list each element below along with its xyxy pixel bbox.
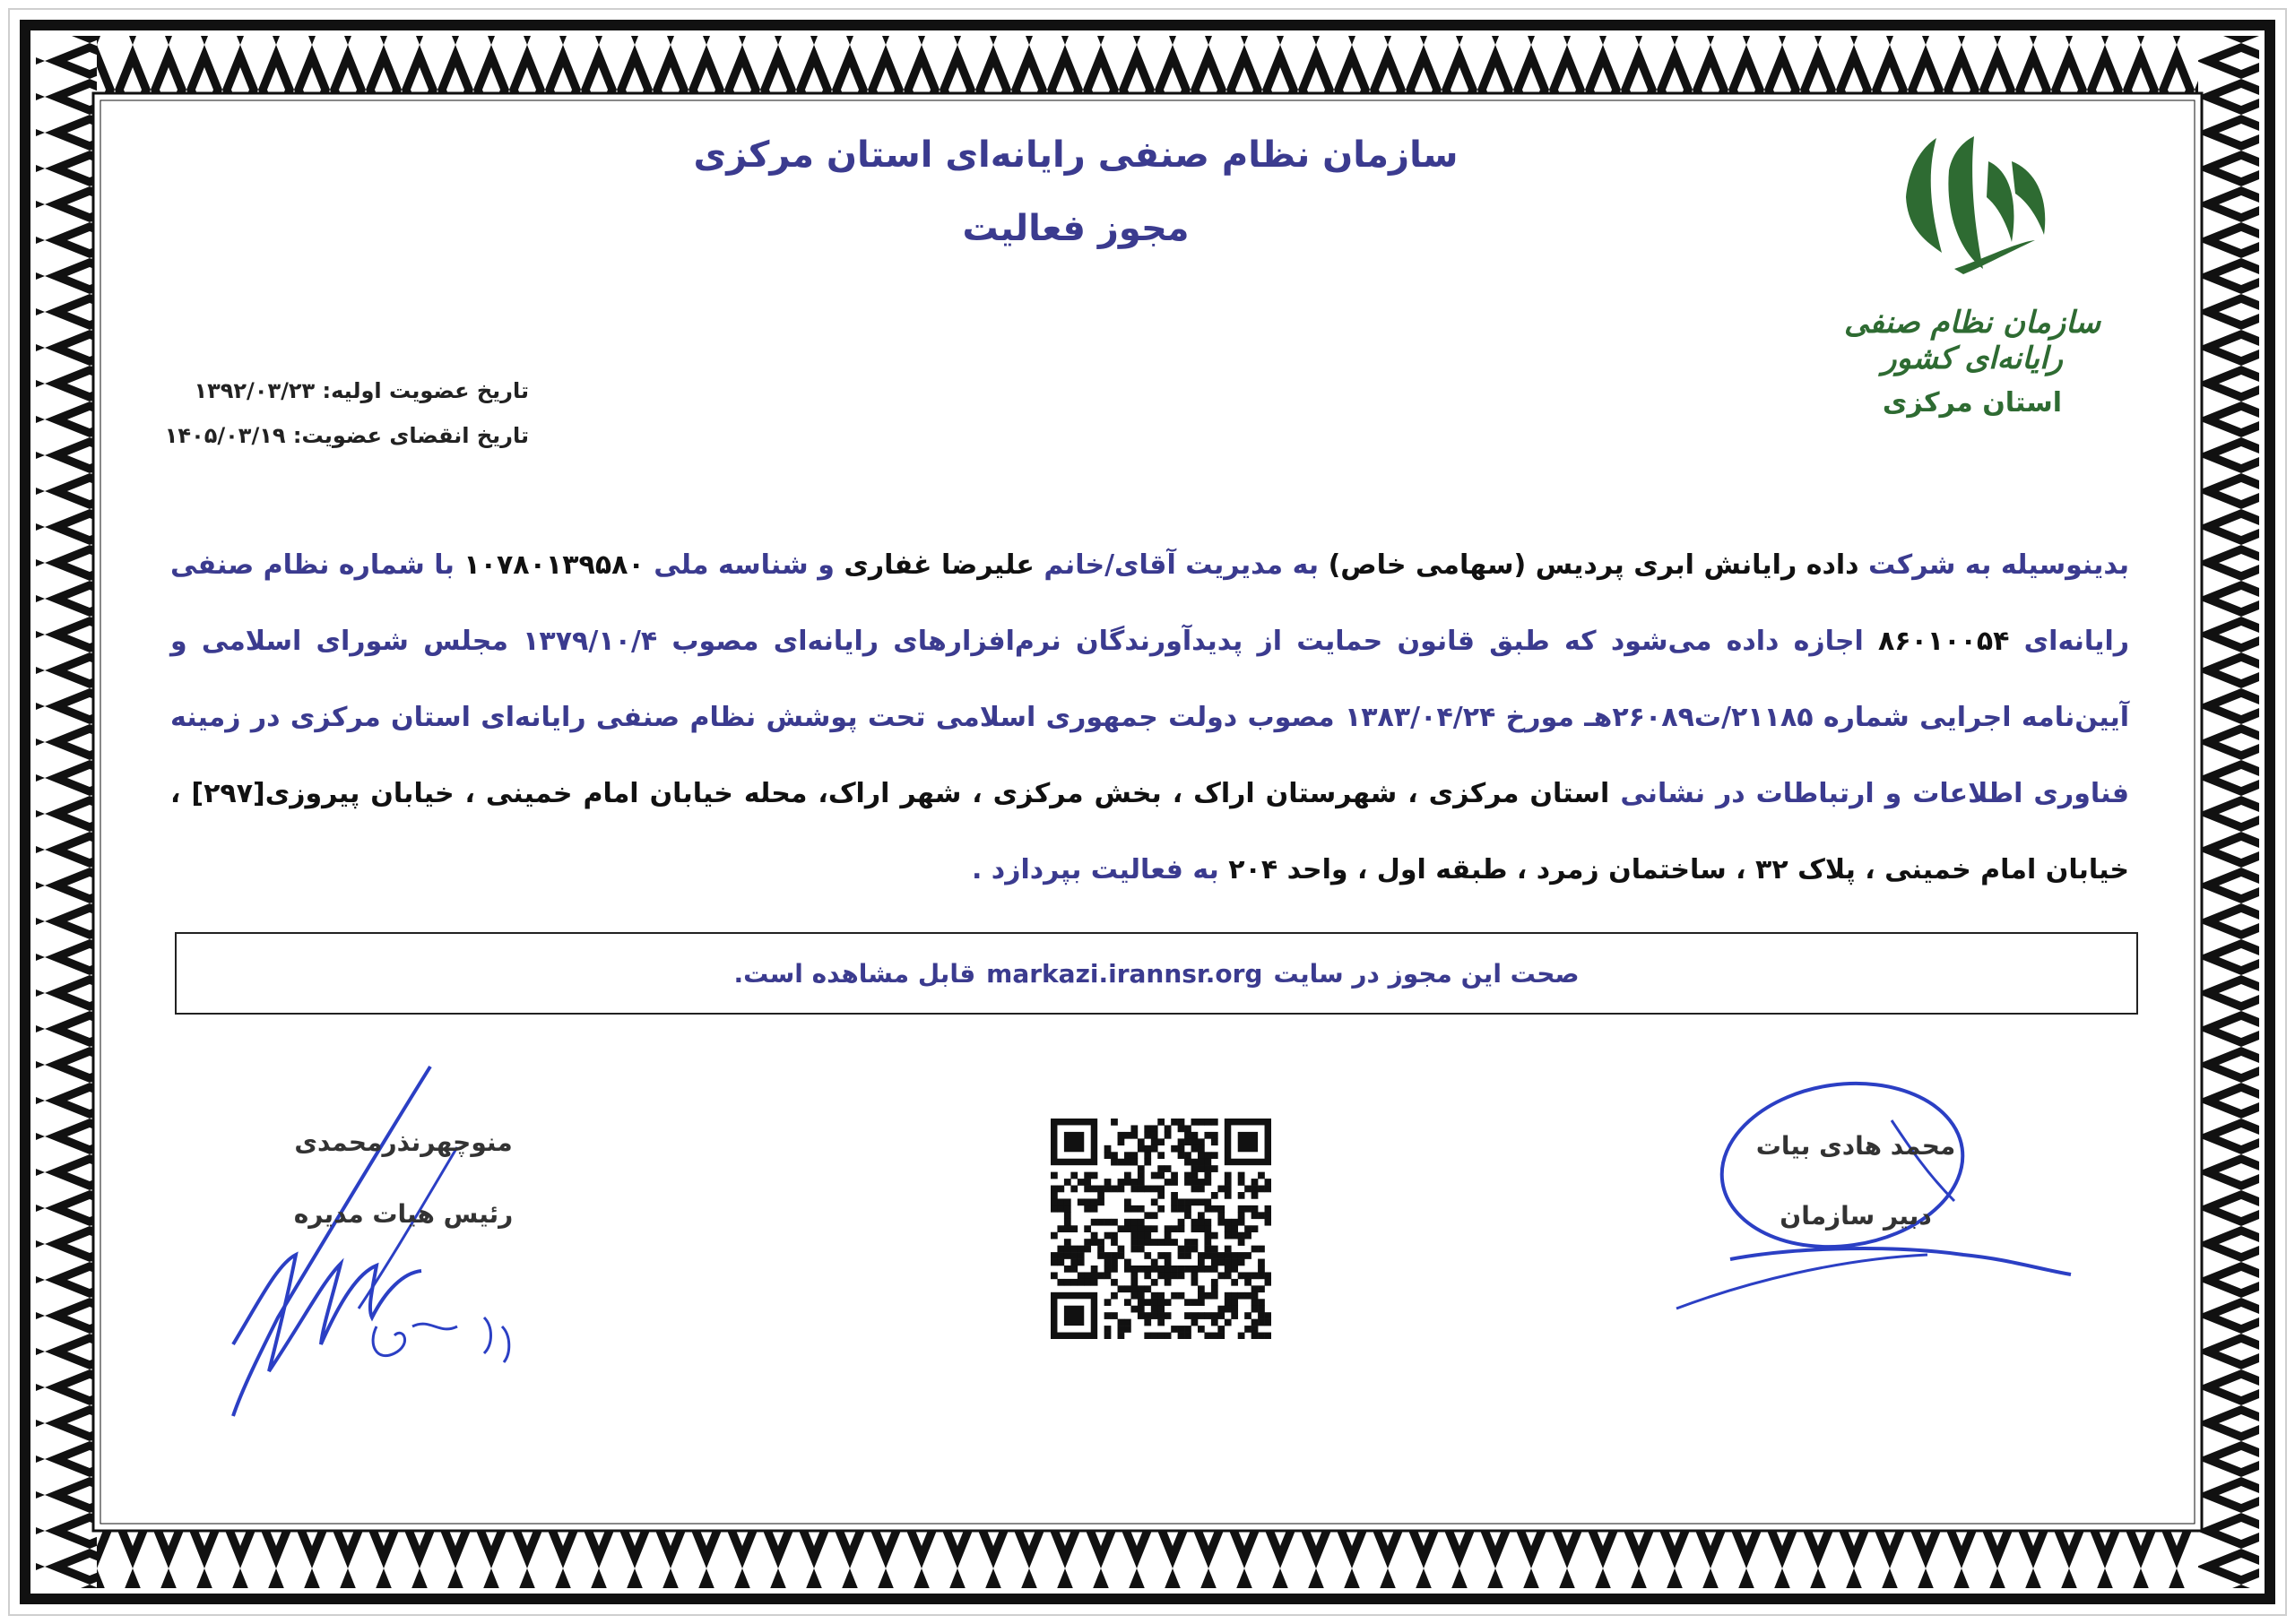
secretary-signature — [1658, 1067, 2089, 1326]
company-name: داده رایانش ابری پردیس (سهامی خاص) — [1328, 549, 1859, 581]
qr-finder-pattern — [1238, 1132, 1258, 1152]
body-text-part: بدینوسیله به شرکت — [1868, 549, 2129, 581]
logo-province-text: استان مرکزی — [1882, 387, 2063, 419]
business-address: استان مرکزی ، شهرستان اراک ، بخش مرکزی ، شهر اراک، محله خیابان امام خمینی ، خیابان پیروزی[۲۹۷] ، خیابان امام خمینی ، پلاک ۳۲ ، ساختمان زمرد ، طبقه اول ، واحد ۲۰۴ — [170, 778, 2129, 885]
body-text-part: به مدیریت آقای/خانم — [1044, 549, 1320, 581]
national-id: ۱۰۷۸۰۱۳۹۵۸۰ — [463, 549, 645, 581]
qr-code[interactable] — [1051, 1119, 1271, 1339]
qr-finder-pattern — [1064, 1132, 1084, 1152]
qr-finder-pattern — [1064, 1306, 1084, 1326]
verify-text-before: صحت این مجوز در سایت — [1273, 958, 1580, 989]
verification-site-link[interactable]: markazi.irannsr.org — [986, 958, 1263, 989]
logo-organization-text: سازمان نظام صنفی رایانه‌ای کشور — [1844, 305, 2100, 376]
body-text-part: به فعالیت بپردازد . — [971, 854, 1219, 885]
organization-logo — [1793, 134, 2152, 430]
document-title: مجوز فعالیت — [962, 208, 1190, 249]
body-text-part: و شناسه ملی — [654, 549, 835, 581]
leaf-emblem-icon — [1901, 134, 2053, 278]
verify-text-after: قابل مشاهده است. — [733, 958, 976, 989]
chairman-name: منوچهرنذرمحمدی — [294, 1127, 513, 1157]
first-membership-date: تاریخ عضویت اولیه: ۱۳۹۲/۰۳/۲۳ — [194, 378, 529, 403]
membership-number: ۸۶۰۱۰۰۵۴ — [1877, 626, 2010, 657]
secretary-name: محمد هادی بیات — [1755, 1131, 1956, 1161]
body-text-part: اجازه داده می‌شود که طبق قانون حمایت از پدیدآورندگان نرم‌افزارهای رایانه‌ای مصوب ۱۳۷۹/۱۰/۴ مجلس شورای اسلامی و آیین‌نامه اجرایی شماره ۲۱۱۸۵/ت۲۶۰۸۹هـ مورخ ۱۳۸۳/۰۴/۲۴ مصوب دولت جمهوری اسلامی تحت پوشش نظام صنفی رایانه‌ای استان مرکزی در زمینه فناوری اطلاعات و ارتباطات در نشانی — [170, 626, 2130, 809]
secretary-role: دبیر سازمان — [1780, 1201, 1932, 1231]
verification-notice — [175, 932, 2138, 1015]
chairman-role: رئیس هیات مدیره — [293, 1199, 514, 1229]
membership-expiry-date: تاریخ انقضای عضویت: ۱۴۰۵/۰۳/۱۹ — [164, 423, 529, 448]
organization-title: سازمان نظام صنفی رایانه‌ای استان مرکزی — [693, 134, 1459, 176]
license-body-text — [170, 527, 2129, 908]
manager-name: علیرضا غفاری — [844, 549, 1035, 581]
body-text-part: با شماره نظام صنفی رایانه‌ای — [170, 549, 2129, 657]
